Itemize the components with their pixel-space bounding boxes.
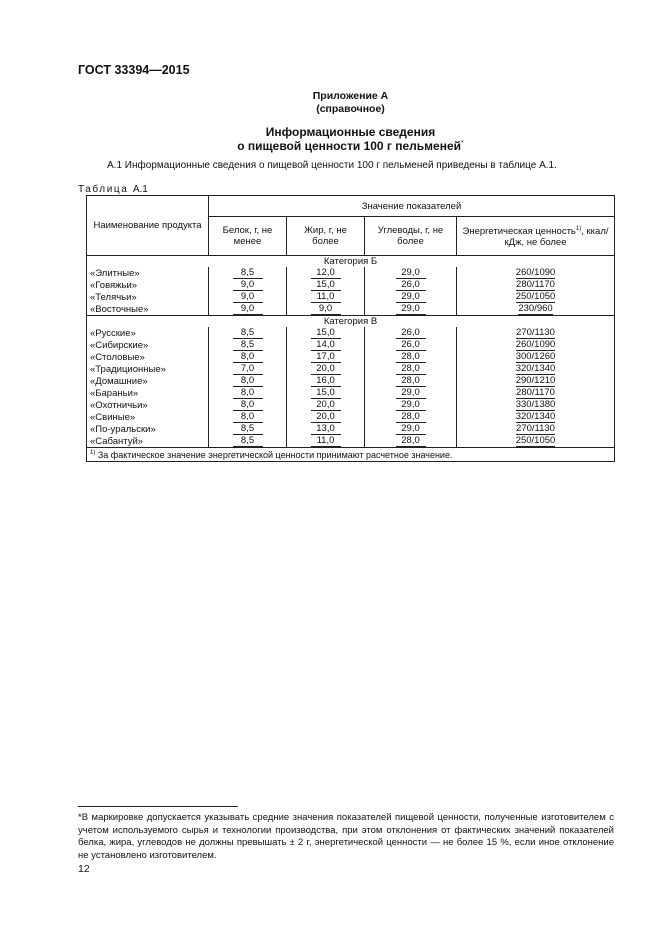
protein-value: 9,0	[233, 292, 263, 303]
carbs-value: 29,0	[396, 292, 426, 303]
fat-value: 14,0	[311, 340, 341, 351]
table-row	[87, 435, 615, 448]
carbs-value: 26,0	[396, 280, 426, 291]
section-title-text: о пищевой ценности 100 г пельменей	[237, 139, 462, 153]
fat-value: 15,0	[311, 328, 341, 339]
table-row	[87, 303, 615, 316]
nutrition-table	[86, 195, 615, 462]
appendix-title: Приложение А	[312, 90, 389, 102]
section-title-line2	[20, 139, 661, 153]
table-footnote	[87, 448, 615, 462]
category-label: Категория В	[87, 316, 615, 328]
product-name: «Столовые»	[87, 351, 209, 363]
col-header-name: Наименование продукта	[87, 196, 209, 256]
carbs-value: 28,0	[396, 364, 426, 375]
col-header-carbs: Углеводы, г, не более	[365, 217, 457, 256]
product-name: «По-уральски»	[87, 423, 209, 435]
fat-value: 13,0	[311, 424, 341, 435]
fat-value: 15,0	[311, 280, 341, 291]
page-number: 12	[78, 863, 90, 875]
table-row	[87, 267, 615, 279]
energy-value: 290/1210	[515, 375, 556, 386]
protein-value: 8,5	[233, 328, 263, 339]
protein-value: 7,0	[233, 364, 263, 375]
product-name: «Говяжьи»	[87, 279, 209, 291]
carbs-value: 29,0	[396, 388, 426, 399]
table-caption	[78, 184, 148, 195]
carbs-value: 28,0	[396, 412, 426, 423]
energy-value: 260/1090	[515, 267, 556, 278]
carbs-value: 29,0	[396, 424, 426, 435]
carbs-value: 29,0	[396, 304, 426, 315]
table-footnote-text: За фактическое значение энергетической ценности принимают расчетное значение.	[97, 450, 453, 460]
fat-value: 15,0	[311, 388, 341, 399]
col-header-protein: Белок, г, не менее	[209, 217, 287, 256]
fat-value: 20,0	[311, 412, 341, 423]
product-name: «Телячьи»	[87, 291, 209, 303]
table-row	[87, 411, 615, 423]
energy-header-mark: 1)	[575, 225, 582, 232]
energy-value: 260/1090	[515, 339, 556, 350]
fat-value: 9,0	[311, 304, 341, 315]
carbs-value: 28,0	[396, 436, 426, 447]
protein-value: 8,5	[233, 340, 263, 351]
table-caption-label: Таблица	[78, 184, 129, 195]
appendix-type: (справочное)	[316, 103, 385, 115]
page-footnote: *В маркировке допускается указывать средние значения показателей пищевой ценности, полученные изготовителем с учетом используемого сырья и технологии производства, при этом отклонения от фактических значений показателей белка, жира, углеводов не должны превышать ± 2 г, энергетической ценности — не более 15 %, если иное отклонение не установлено изготовителем.	[78, 812, 614, 861]
fat-value: 11,0	[311, 292, 341, 303]
product-name: «Свиные»	[87, 411, 209, 423]
table-footnote-mark: 1)	[90, 450, 96, 456]
fat-value: 20,0	[311, 400, 341, 411]
section-title-footnote-mark: *	[461, 140, 464, 147]
protein-value: 8,0	[233, 376, 263, 387]
product-name: «Традиционные»	[87, 363, 209, 375]
product-name: «Домашние»	[87, 375, 209, 387]
table-row	[87, 351, 615, 363]
table-row	[87, 339, 615, 351]
col-header-energy	[457, 217, 615, 256]
table-row	[87, 375, 615, 387]
protein-value: 9,0	[233, 280, 263, 291]
energy-header-pre: Энергетическая ценность	[462, 226, 576, 238]
product-name: «Восточные»	[87, 303, 209, 316]
energy-value: 250/1050	[515, 435, 556, 446]
carbs-value: 26,0	[396, 328, 426, 339]
energy-value: 330/1380	[515, 399, 556, 410]
protein-value: 9,0	[233, 304, 263, 315]
energy-value: 270/1130	[516, 423, 555, 434]
fat-value: 16,0	[311, 376, 341, 387]
energy-value: 280/1170	[516, 279, 555, 290]
footnote-divider	[78, 806, 238, 807]
table-row	[87, 363, 615, 375]
energy-header-post: , ккал/кДж, не более	[504, 226, 609, 249]
protein-value: 8,5	[233, 424, 263, 435]
col-header-fat: Жир, г, не более	[287, 217, 365, 256]
product-name: «Бараньи»	[87, 387, 209, 399]
energy-value: 300/1260	[515, 351, 556, 362]
table-row	[87, 387, 615, 399]
fat-value: 20,0	[311, 364, 341, 375]
carbs-value: 29,0	[396, 268, 426, 279]
protein-value: 8,5	[233, 268, 263, 279]
intro-paragraph: А.1 Информационные сведения о пищевой ценности 100 г пельменей приведены в таблице А.1.	[107, 160, 557, 171]
product-name: «Охотничьи»	[87, 399, 209, 411]
carbs-value: 28,0	[396, 376, 426, 387]
energy-value: 280/1170	[516, 387, 555, 398]
section-title-line1: Информационные сведения	[265, 125, 436, 139]
standard-number: ГОСТ 33394—2015	[78, 63, 190, 77]
energy-value: 320/1340	[515, 363, 556, 374]
protein-value: 8,0	[233, 412, 263, 423]
product-name: «Русские»	[87, 327, 209, 339]
energy-value: 250/1050	[515, 291, 556, 302]
table-row	[87, 327, 615, 339]
product-name: «Элитные»	[87, 267, 209, 279]
energy-value: 270/1130	[516, 327, 555, 338]
carbs-value: 26,0	[396, 340, 426, 351]
carbs-value: 28,0	[396, 352, 426, 363]
col-header-group: Значение показателей	[209, 196, 615, 217]
table-row	[87, 399, 615, 411]
table-caption-number: А.1	[132, 184, 148, 195]
category-label: Категория Б	[87, 256, 615, 268]
protein-value: 8,0	[233, 388, 263, 399]
energy-value: 230/960	[518, 303, 553, 314]
product-name: «Сабантуй»	[87, 435, 209, 448]
table-row	[87, 291, 615, 303]
fat-value: 11,0	[311, 436, 341, 447]
table-row	[87, 279, 615, 291]
protein-value: 8,0	[233, 400, 263, 411]
table-row	[87, 423, 615, 435]
energy-value: 320/1340	[515, 411, 556, 422]
protein-value: 8,0	[233, 352, 263, 363]
carbs-value: 29,0	[396, 400, 426, 411]
protein-value: 8,5	[233, 436, 263, 447]
fat-value: 17,0	[311, 352, 341, 363]
product-name: «Сибирские»	[87, 339, 209, 351]
fat-value: 12,0	[311, 268, 341, 279]
